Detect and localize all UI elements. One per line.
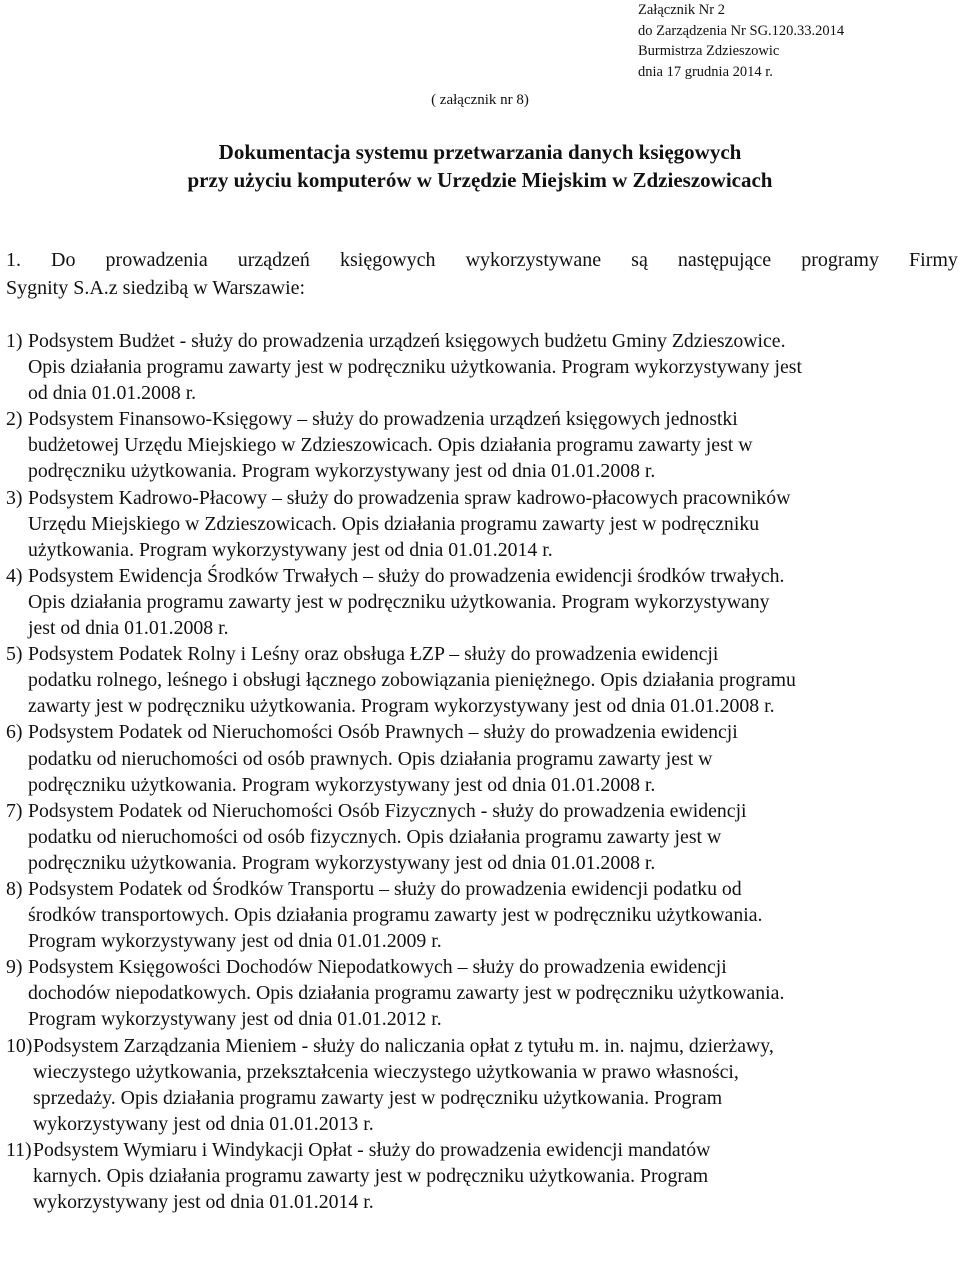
list-item-number: 7)	[6, 799, 23, 822]
list-item	[6, 798, 956, 876]
list-item-text-line: podatku od nieruchomości od osób fizycznych. Opis działania programu zawarty jest w	[28, 825, 722, 848]
list-item-number: 9)	[6, 956, 23, 979]
list-item-number: 5)	[6, 643, 23, 666]
intro-word: następujące	[677, 249, 772, 271]
list-item-text-line: sprzedaży. Opis działania programu zawarty jest w podręczniku użytkowania. Program	[33, 1086, 723, 1109]
list-item	[6, 641, 956, 719]
list-item-text-line: Program wykorzystywany jest od dnia 01.01.2009 r.	[28, 930, 442, 953]
title-line: przy użyciu komputerów w Urzędzie Miejskim w Zdzieszowicach	[187, 168, 773, 192]
list-item	[6, 328, 956, 406]
list-item	[6, 563, 956, 641]
list-item-number: 6)	[6, 721, 23, 744]
attachment-header	[638, 0, 844, 82]
list-item-text-line: Podsystem Ewidencja Środków Trwałych – służy do prowadzenia ewidencji środków trwałych.	[28, 564, 785, 587]
intro-word: Do	[51, 249, 76, 271]
list-item-text-line: Podsystem Wymiaru i Windykacji Opłat - służy do prowadzenia ewidencji mandatów	[33, 1138, 711, 1161]
list-item	[6, 1033, 956, 1137]
header-line: dnia 17 grudnia 2014 r.	[638, 63, 773, 80]
list-item-number: 8)	[6, 877, 23, 900]
list-item-number: 2)	[6, 408, 23, 431]
list-item-text-line: podręczniku użytkowania. Program wykorzystywany jest od dnia 01.01.2008 r.	[28, 773, 656, 796]
list-item-text-line: Urzędu Miejskiego w Zdzieszowicach. Opis działania programu zawarty jest w podręczniku	[28, 512, 760, 535]
list-item-text-line: Opis działania programu zawarty jest w podręczniku użytkowania. Program wykorzystywany jest	[28, 356, 802, 379]
title-line: Dokumentacja systemu przetwarzania danych księgowych	[218, 140, 742, 164]
list-item-text-line: Podsystem Podatek od Nieruchomości Osób Fizycznych - służy do prowadzenia ewidencji	[28, 799, 747, 822]
list-item-text-line: zawarty jest w podręczniku użytkowania. Program wykorzystywany jest od dnia 01.01.2008 r.	[28, 695, 775, 718]
list-item	[6, 406, 956, 484]
list-item	[6, 876, 956, 954]
list-item-number: 3)	[6, 486, 23, 509]
intro-word: są	[631, 249, 648, 271]
intro-word: 1.	[6, 249, 21, 271]
list-item-text-line: Podsystem Podatek Rolny i Leśny oraz obsługa ŁZP – służy do prowadzenia ewidencji	[28, 643, 719, 666]
list-item-text-line: dochodów niepodatkowych. Opis działania programu zawarty jest w podręczniku użytkowania.	[28, 982, 785, 1005]
list-item-text-line: Program wykorzystywany jest od dnia 01.01.2012 r.	[28, 1008, 442, 1031]
list-item-text-line: podręczniku użytkowania. Program wykorzystywany jest od dnia 01.01.2008 r.	[28, 851, 656, 874]
list-item-text-line: wykorzystywany jest od dnia 01.01.2013 r.	[33, 1112, 374, 1135]
header-line: Burmistrza Zdzieszowic	[638, 43, 780, 59]
list-item-text-line: podręczniku użytkowania. Program wykorzystywany jest od dnia 01.01.2008 r.	[28, 460, 656, 483]
list-item-text-line: karnych. Opis działania programu zawarty jest w podręczniku użytkowania. Program	[33, 1165, 709, 1187]
list-item-text-line: Podsystem Finansowo-Księgowy – służy do prowadzenia urządzeń księgowych jednostki	[28, 408, 738, 431]
list-item-text-line: wieczystego użytkowania, przekształcenia wieczystego użytkowania w prawo własności,	[33, 1060, 739, 1083]
list-item-text-line: Opis działania programu zawarty jest w podręczniku użytkowania. Program wykorzystywany	[28, 590, 770, 613]
list-item-text-line: Podsystem Kadrowo-Płacowy – służy do prowadzenia spraw kadrowo-płacowych pracowników	[28, 486, 791, 509]
list-item-text-line: podatku rolnego, leśnego i obsługi łącznego zobowiązania pieniężnego. Opis działania programu	[28, 669, 796, 692]
list-item-text-line: użytkowania. Program wykorzystywany jest od dnia 01.01.2014 r.	[28, 538, 553, 561]
list-item-text-line: środków transportowych. Opis działania programu zawarty jest w podręczniku użytkowania.	[28, 904, 763, 927]
list-item-text-line: od dnia 01.01.2008 r.	[28, 382, 197, 405]
list-item-text-line: wykorzystywany jest od dnia 01.01.2014 r.	[33, 1191, 374, 1214]
list-item-number: 11)	[6, 1138, 32, 1161]
intro-line: Sygnity S.A.z siedzibą w Warszawie:	[6, 277, 306, 299]
attachment-note: ( załącznik nr 8)	[431, 92, 529, 108]
list-item	[6, 719, 956, 797]
document-title	[0, 138, 960, 194]
list-item-text-line: Podsystem Zarządzania Mieniem - służy do naliczania opłat z tytułu m. in. najmu, dzierżawy,	[33, 1034, 774, 1057]
list-item-text-line: Podsystem Księgowości Dochodów Niepodatkowych – służy do prowadzenia ewidencji	[28, 956, 727, 979]
intro-line	[6, 246, 958, 274]
list-item-text-line: Podsystem Podatek od Nieruchomości Osób Prawnych – służy do prowadzenia ewidencji	[28, 721, 738, 744]
intro-word: programy	[801, 249, 879, 271]
list-item-text-line: budżetowej Urzędu Miejskiego w Zdzieszowicach. Opis działania programu zawarty jest w	[28, 434, 753, 457]
list-item-text-line: Podsystem Budżet - służy do prowadzenia urządzeń księgowych budżetu Gminy Zdzieszowice.	[28, 330, 786, 352]
list-item	[6, 485, 956, 563]
header-line: Załącznik Nr 2	[638, 2, 725, 18]
list-item-text-line: Podsystem Podatek od Środków Transportu – służy do prowadzenia ewidencji podatku od	[28, 877, 742, 900]
list-item	[6, 954, 956, 1032]
header-line: do Zarządzenia Nr SG.120.33.2014	[638, 22, 845, 39]
intro-word: prowadzenia	[105, 249, 208, 271]
list-item-number: 1)	[6, 330, 23, 352]
intro-word: wykorzystywane	[465, 249, 602, 271]
intro-word: księgowych	[339, 249, 436, 271]
list-item-text-line: podatku od nieruchomości od osób prawnych. Opis działania programu zawarty jest w	[28, 747, 713, 770]
program-list	[6, 328, 956, 1215]
list-item	[6, 1137, 956, 1215]
list-item-text-line: jest od dnia 01.01.2008 r.	[28, 617, 229, 640]
intro-word: urządzeń	[237, 249, 310, 271]
list-item-number: 4)	[6, 564, 23, 587]
list-item-number: 10)	[6, 1034, 33, 1057]
intro-word: Firmy	[909, 249, 958, 271]
intro-paragraph	[6, 246, 958, 302]
